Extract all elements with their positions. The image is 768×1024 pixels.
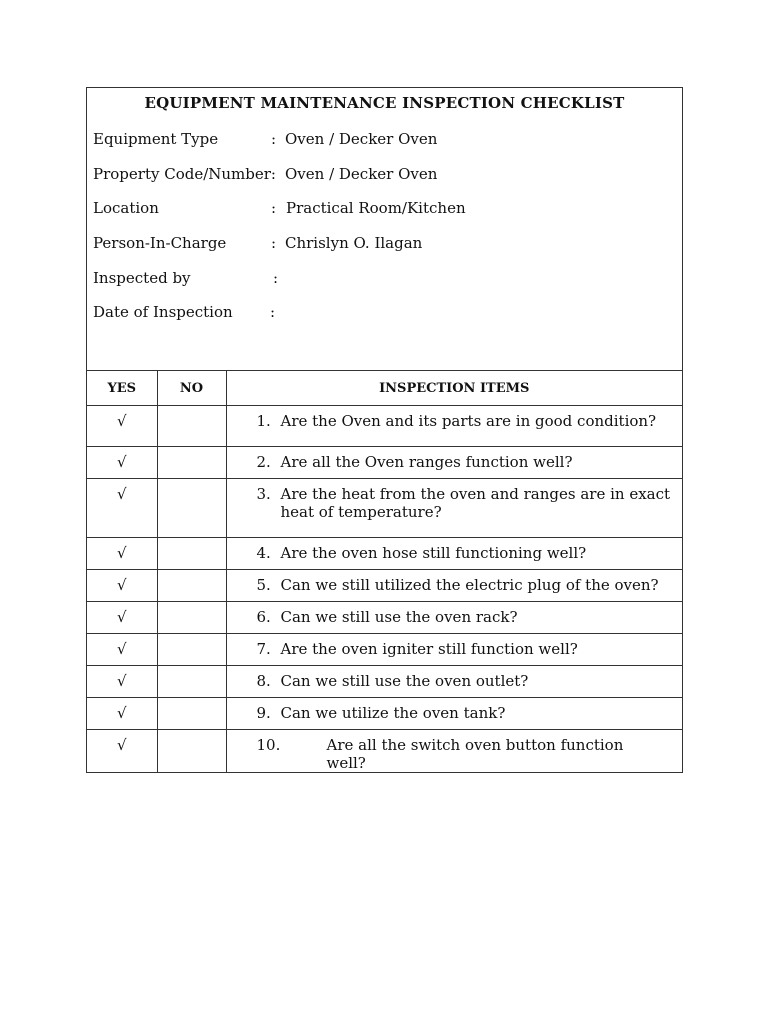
item-text: Can we still use the oven rack? (280, 608, 518, 626)
table-row (87, 570, 682, 602)
item-text: Are all the switch oven button function well? (326, 736, 624, 772)
field-value: Oven / Decker Oven (285, 165, 438, 183)
inspection-item (226, 698, 682, 730)
table-row (87, 634, 682, 666)
field-person-in-charge (93, 234, 423, 252)
checklist-sheet (86, 87, 683, 773)
no-cell (157, 406, 226, 447)
yes-check: √ (87, 447, 157, 479)
item-number: 2. (256, 453, 271, 471)
field-separator: : (270, 303, 276, 321)
field-separator: : (271, 234, 277, 252)
item-number: 3. (256, 485, 271, 503)
yes-check: √ (87, 406, 157, 447)
item-number: 10. (256, 736, 281, 754)
field-separator: : (271, 130, 277, 148)
table-header-row (87, 371, 682, 406)
item-number: 5. (256, 576, 271, 594)
inspection-item (226, 479, 682, 538)
yes-check: √ (87, 602, 157, 634)
item-text: Are the oven hose still functioning well? (280, 544, 587, 562)
no-cell (157, 666, 226, 698)
yes-check: √ (87, 666, 157, 698)
no-cell (157, 634, 226, 666)
field-label: Person-In-Charge (93, 234, 227, 252)
item-number: 6. (256, 608, 271, 626)
item-number: 8. (256, 672, 271, 690)
table-row (87, 698, 682, 730)
item-text: Are the Oven and its parts are in good condition? (280, 412, 657, 430)
field-location (93, 199, 466, 217)
field-label: Inspected by (93, 269, 191, 287)
table-row (87, 730, 682, 773)
field-value: Practical Room/Kitchen (286, 199, 466, 217)
inspection-item (226, 570, 682, 602)
no-cell (157, 479, 226, 538)
field-label: Equipment Type (93, 130, 219, 148)
inspection-item (226, 406, 682, 447)
no-cell (157, 538, 226, 570)
no-cell (157, 730, 226, 773)
column-header-no: NO (157, 371, 226, 406)
inspection-item (226, 447, 682, 479)
yes-check: √ (87, 538, 157, 570)
no-cell (157, 698, 226, 730)
item-text: Are all the Oven ranges function well? (280, 453, 573, 471)
inspection-item (226, 634, 682, 666)
yes-check: √ (87, 634, 157, 666)
table-row (87, 538, 682, 570)
column-header-yes: YES (87, 371, 157, 406)
table-row (87, 447, 682, 479)
inspection-item (226, 730, 682, 773)
table-row (87, 406, 682, 447)
field-separator: : (271, 199, 277, 217)
table-row (87, 666, 682, 698)
no-cell (157, 602, 226, 634)
field-date-of-inspection (93, 303, 276, 321)
yes-check: √ (87, 730, 157, 773)
inspection-item (226, 666, 682, 698)
item-text: Are the oven igniter still function well? (280, 640, 578, 658)
field-property-code (93, 165, 438, 183)
table-row (87, 479, 682, 538)
field-inspected-by (93, 269, 279, 287)
item-number: 9. (256, 704, 271, 722)
table-row (87, 602, 682, 634)
item-text: Can we utilize the oven tank? (280, 704, 506, 722)
field-label: Date of Inspection (93, 303, 233, 321)
yes-check: √ (87, 698, 157, 730)
column-header-items: INSPECTION ITEMS (226, 371, 682, 406)
yes-check: √ (87, 570, 157, 602)
item-number: 4. (256, 544, 271, 562)
field-equipment-type (93, 130, 438, 148)
checklist-header (87, 88, 682, 371)
yes-check: √ (87, 479, 157, 538)
inspection-table (87, 371, 682, 772)
field-value: Oven / Decker Oven (285, 130, 438, 148)
document-title: EQUIPMENT MAINTENANCE INSPECTION CHECKLIST (144, 94, 625, 112)
no-cell (157, 570, 226, 602)
field-label: Location (93, 199, 159, 217)
item-text: Can we still utilized the electric plug of the oven? (280, 576, 659, 594)
item-text: Can we still use the oven outlet? (280, 672, 529, 690)
field-label: Property Code/Number: (93, 165, 276, 183)
field-value: Chrislyn O. Ilagan (285, 234, 423, 252)
item-text: Are the heat from the oven and ranges are in exact heat of temperature? (280, 485, 671, 521)
item-number: 1. (256, 412, 271, 430)
item-number: 7. (256, 640, 271, 658)
inspection-item (226, 538, 682, 570)
field-separator: : (273, 269, 279, 287)
inspection-item (226, 602, 682, 634)
no-cell (157, 447, 226, 479)
